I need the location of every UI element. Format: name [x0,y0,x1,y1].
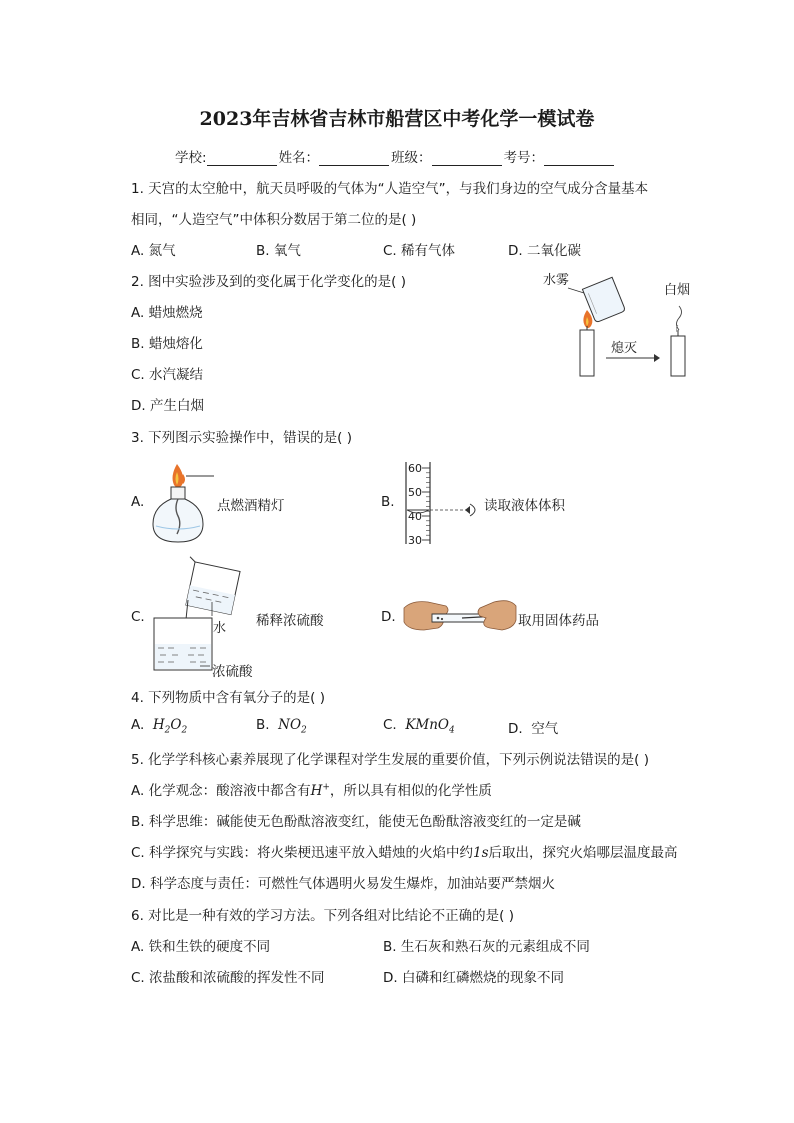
q3-option-b-caption[interactable]: 读取液体体积 [484,498,565,514]
q1-stem-line2: 相同，“人造空气”中体积分数居于第二位的是( ) [131,212,417,228]
q2-option-d[interactable]: D. 产生白烟 [131,398,204,414]
q3-option-b-letter[interactable]: B. [381,494,395,510]
q5-option-b[interactable]: B. 科学思维：碱能使无色酚酞溶液变红，能使无色酚酞溶液变红的一定是碱 [131,814,581,830]
q4-option-c-formula: KMnO$_4$ [405,717,455,736]
smoke-label: 白烟 [664,283,691,298]
exam-title: 2023年吉林省吉林市船营区中考化学一模试卷 [199,108,595,130]
candle-icon [580,330,594,376]
class-field[interactable] [432,151,502,166]
mist-label: 水雾 [543,273,570,288]
tick-label-40: 40 [408,510,422,523]
time-value: 1s [473,845,489,861]
q5-stem: 5. 化学学科核心素养展现了化学课程对学生发展的重要价值，下列示例说法错误的是( ) [131,752,649,768]
tick-label-50: 50 [408,486,422,499]
q4-option-b[interactable] [256,717,307,736]
q1-option-a[interactable]: A. 氮气 [131,243,176,259]
q2-option-c[interactable]: C. 水汽凝结 [131,367,204,383]
alcohol-lamp-icon [150,460,222,550]
q6-stem: 6. 对比是一种有效的学习方法。下列各组对比结论不正确的是( ) [131,908,514,924]
q4-option-c-letter: C. [383,717,397,733]
graduated-cylinder-figure [400,460,484,548]
acid-label: 浓硫酸 [212,664,253,680]
hydrogen-ion: H+ [310,782,330,799]
q2-stem: 2. 图中实验涉及到的变化属于化学变化的是( ) [131,274,406,290]
q5-option-a[interactable]: A. 化学观念：酸溶液中都含有H+，所以具有相似的化学性质 [131,782,492,799]
name-label: 姓名： [278,150,320,166]
candle-out-icon [671,336,685,376]
q4-option-a[interactable] [131,717,187,736]
q5-option-d[interactable]: D. 科学态度与责任：可燃性气体遇明火易发生爆炸，加油站要严禁烟火 [131,876,555,892]
q3-option-a-caption[interactable]: 点燃酒精灯 [217,498,285,514]
q6-option-b[interactable]: B. 生石灰和熟石灰的元素组成不同 [383,939,590,955]
q4-option-d[interactable] [508,717,558,737]
q4-option-c[interactable] [383,717,455,736]
q2-option-b[interactable]: B. 蜡烛熔化 [131,336,203,352]
q4-option-d-text: 空气 [531,721,559,737]
tick-label-60: 60 [408,462,422,475]
q3-option-a-letter[interactable]: A. [131,494,145,510]
q3-option-c-letter[interactable]: C. [131,609,145,625]
q1-stem-line1: 1. 天宫的太空舱中，航天员呼吸的气体为“人造空气”，与我们身边的空气成分含量基本 [131,181,649,197]
q3-option-d-caption[interactable]: 取用固体药品 [518,613,599,629]
q5-option-c[interactable]: C. 科学探究与实践：将火柴梗迅速平放入蜡烛的火焰中约1s后取出，探究火焰哪层温度最高 [131,845,678,861]
q4-stem: 4. 下列物质中含有氧分子的是( ) [131,690,325,706]
q4-option-d-letter: D. [508,721,523,737]
q3-stem: 3. 下列图示实验操作中，错误的是( ) [131,430,352,446]
q6-option-d[interactable]: D. 白磷和红磷燃烧的现象不同 [383,970,564,986]
water-label: 水 [213,621,227,636]
school-label: 学校: [175,150,207,166]
q4-option-a-formula: $H_2O_2$ [152,717,188,736]
q3-option-d-letter[interactable]: D. [381,609,396,625]
q4-option-b-letter: B. [256,717,270,733]
dilute-acid-figure [150,560,270,676]
q1-option-c[interactable]: C. 稀有气体 [383,243,456,259]
q4-option-b-formula: $NO_2$ [278,717,307,736]
name-field[interactable] [319,151,389,166]
test-tube-hands-figure [402,594,518,640]
q1-option-d[interactable]: D. 二氧化碳 [508,243,581,259]
school-field[interactable] [207,151,277,166]
q6-option-c[interactable]: C. 浓盐酸和浓硫酸的挥发性不同 [131,970,325,986]
right-hand-icon [478,601,516,630]
exam-number-label: 考号： [503,150,545,166]
arrow-icon [654,354,660,362]
student-info-line [175,146,616,166]
exam-number-field[interactable] [544,151,614,166]
q4-option-a-letter: A. [131,717,145,733]
tick-label-30: 30 [408,534,422,547]
extinguish-label: 熄灭 [611,341,638,356]
q6-option-a[interactable]: A. 铁和生铁的硬度不同 [131,939,271,955]
class-label: 班级： [391,150,432,166]
eye-icon [465,504,475,516]
q1-option-b[interactable]: B. 氧气 [256,243,301,259]
q2-option-a[interactable]: A. 蜡烛燃烧 [131,305,203,321]
q2-candle-figure [540,270,710,382]
q3-option-c-caption[interactable]: 稀释浓硫酸 [256,613,324,629]
